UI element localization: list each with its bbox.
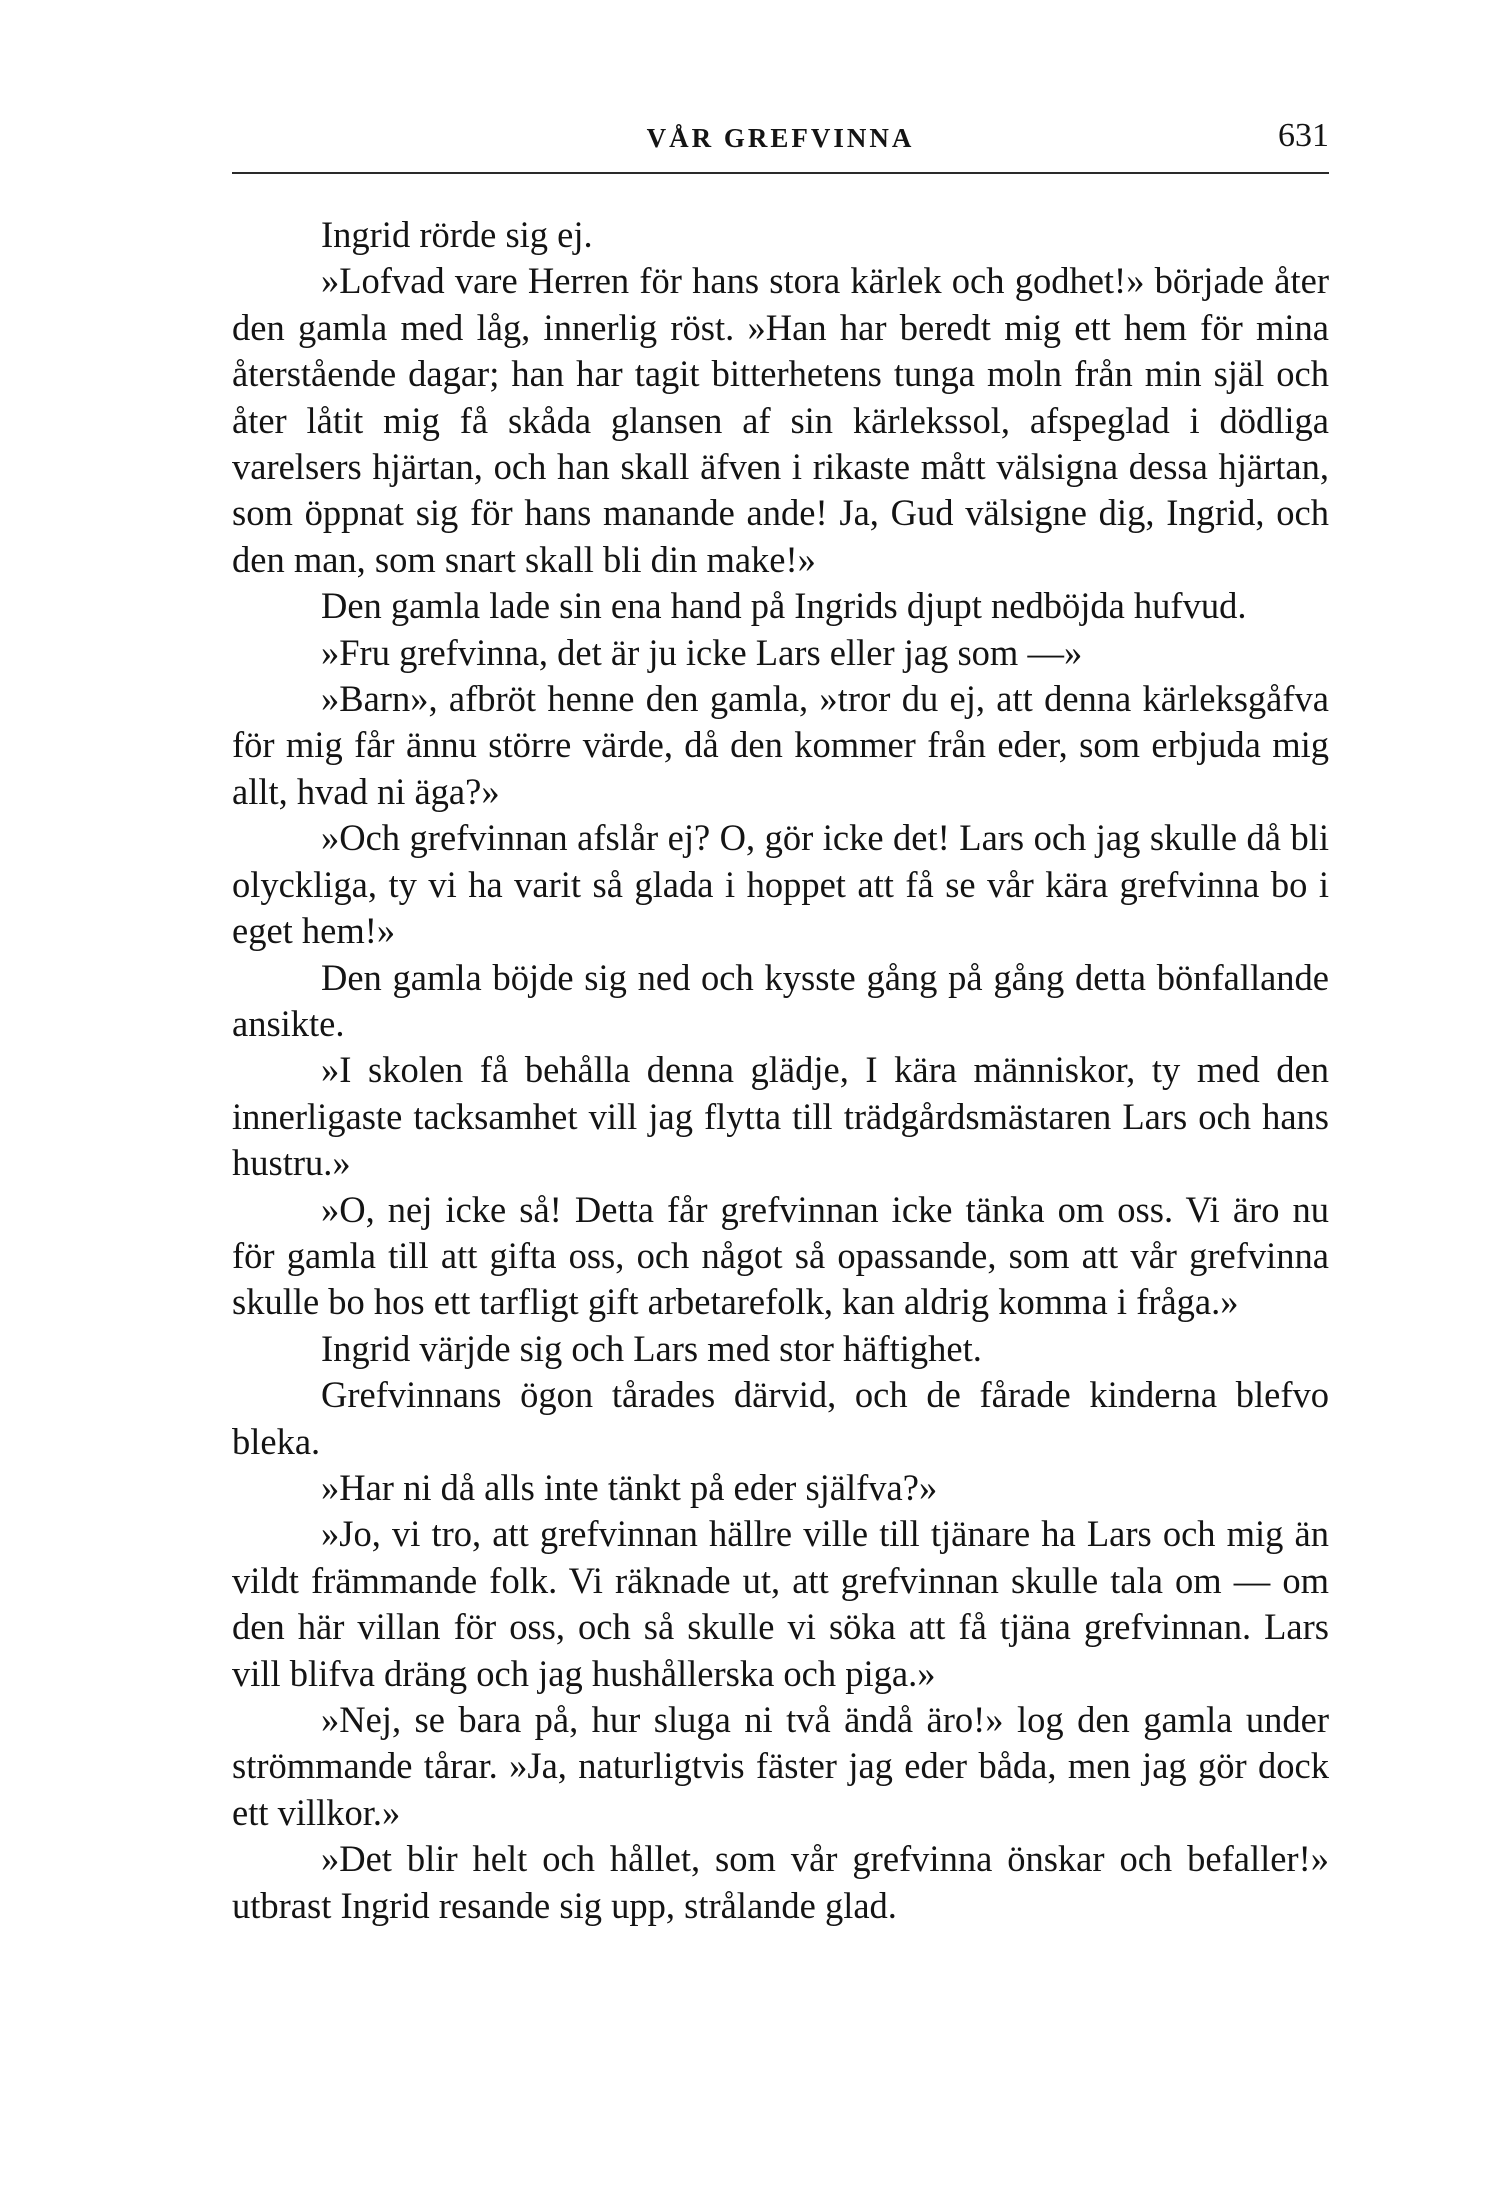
paragraph: »Har ni då alls inte tänkt på eder själfva?» [321,1466,938,1508]
body-text [232,212,1329,1929]
paragraph: »O, nej icke så! Detta får grefvinnan icke tänka om oss. Vi äro nu för gamla till att gifta oss, och något så opassande, som att vår grefvinna skulle bo hos ett tarfligt gift arbetarefolk, kan aldrig komma i fråga.» [232,1188,1329,1323]
paragraph: Den gamla böjde sig ned och kysste gång på gång detta bönfallande ansikte. [232,956,1329,1044]
running-header [232,117,1329,157]
paragraph: »Jo, vi tro, att grefvinnan hällre ville till tjänare ha Lars och mig än vildt främmande folk. Vi räknade ut, att grefvinnan skulle tala om — om den här villan för oss, och så skulle vi söka att få tjäna grefvinnan. Lars vill blifva dräng och jag hushållerska och piga.» [232,1513,1329,1694]
paragraph: Den gamla lade sin ena hand på Ingrids djupt nedböjda hufvud. [321,585,1247,627]
paragraph: »I skolen få behålla denna glädje, I kära människor, ty med den innerligaste tacksamhet vill jag flytta till trädgårdsmästaren Lars och hans hustru.» [232,1049,1329,1184]
book-page [232,0,1329,2206]
page-number: 631 [1278,117,1329,154]
paragraph: »Lofvad vare Herren för hans stora kärlek och godhet!» började åter den gamla med låg, innerlig röst. »Han har beredt mig ett hem för mina återstående dagar; han har tagit bitterhetens tunga moln från min själ och åter låtit mig få skåda glansen af sin kärlekssol, afspeglad i dödliga varelsers hjärtan, och han skall äfven i rikaste mått välsigna dessa hjärtan, som öppnat sig för hans manande ande! Ja, Gud välsigne dig, Ingrid, och den man, som snart skall bli din make!» [232,260,1329,580]
paragraph: »Det blir helt och hållet, som vår grefvinna önskar och befaller!» utbrast Ingrid resande sig upp, strålande glad. [232,1838,1329,1926]
running-title: VÅR GREFVINNA [646,123,915,153]
paragraph: Ingrid rörde sig ej. [321,214,593,255]
paragraph: »Fru grefvinna, det är ju icke Lars eller jag som —» [321,631,1083,673]
header-rule [232,172,1329,174]
paragraph: Ingrid värjde sig och Lars med stor häftighet. [321,1327,982,1369]
paragraph: »Barn», afbröt henne den gamla, »tror du ej, att denna kärleksgåfva för mig får ännu större värde, då den kommer från eder, som erbjuda mig allt, hvad ni äga?» [232,678,1329,812]
paragraph: »Nej, se bara på, hur sluga ni två ändå äro!» log den gamla under strömmande tårar. »Ja, naturligtvis fäster jag eder båda, men jag gör dock ett villkor.» [232,1699,1329,1833]
paragraph: Grefvinnans ögon tårades därvid, och de fårade kinderna blefvo bleka. [232,1374,1329,1462]
paragraph: »Och grefvinnan afslår ej? O, gör icke det! Lars och jag skulle då bli olyckliga, ty vi ha varit så glada i hoppet att få se vår kära grefvinna bo i eget hem!» [232,817,1329,952]
